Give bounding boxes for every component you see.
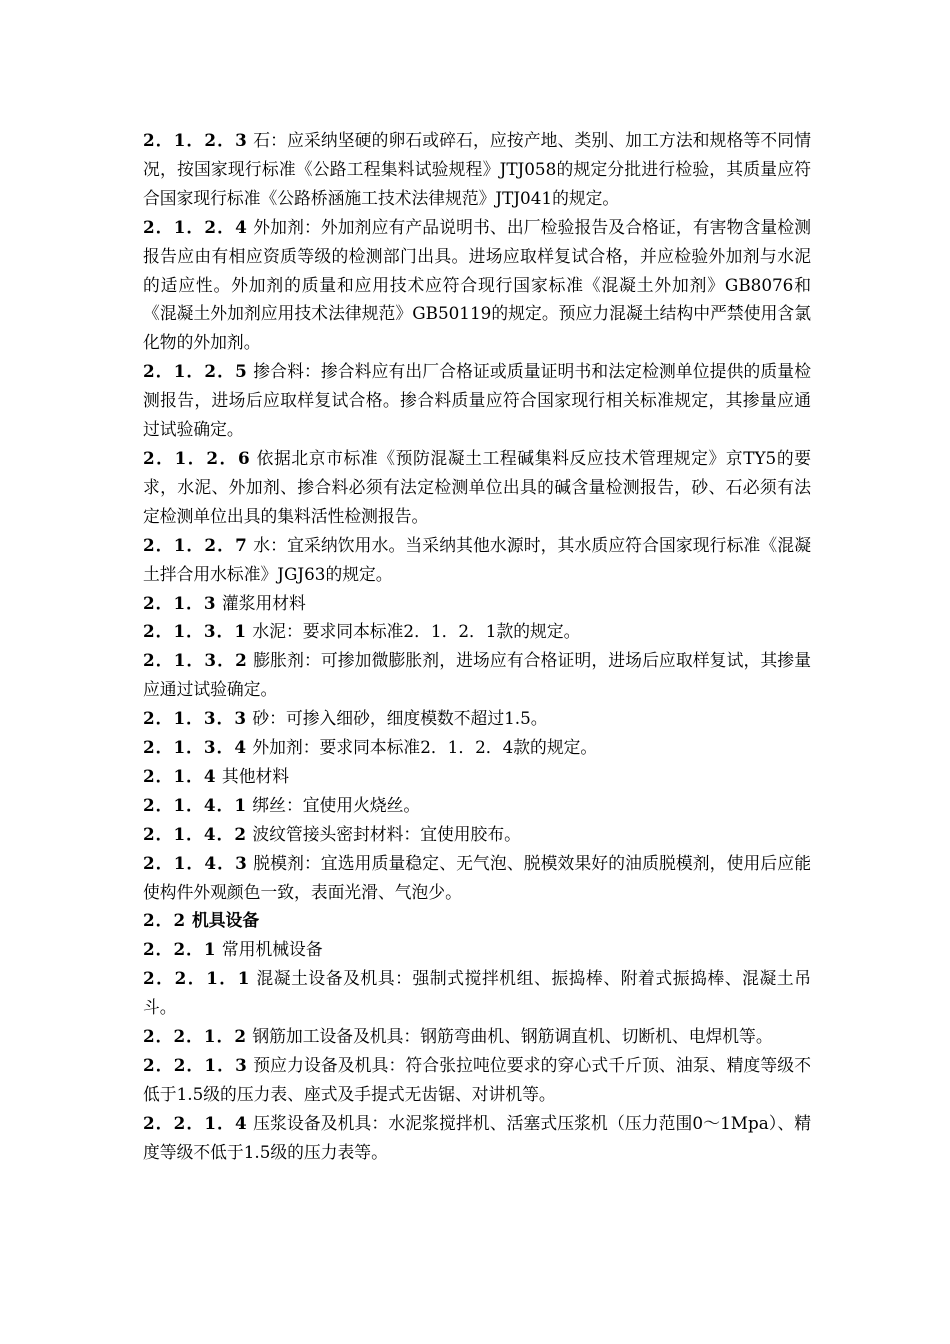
paragraph-text: 混凝土设备及机具：强制式搅拌机组、振捣棒、附着式振捣棒、混凝土吊斗。 xyxy=(143,968,811,1018)
section-number: 2．2．1．2 xyxy=(143,1026,248,1047)
paragraph-2-1-3-3 xyxy=(143,704,811,733)
paragraph-2-1-3-2 xyxy=(143,646,811,704)
paragraph-2-1-2-4 xyxy=(143,213,811,358)
section-heading-2-2-1 xyxy=(143,935,811,964)
section-title: 机具设备 xyxy=(186,910,260,931)
paragraph-2-2-1-2 xyxy=(143,1022,811,1051)
section-number: 2．2．1 xyxy=(143,939,217,960)
paragraph-text: 预应力设备及机具：符合张拉吨位要求的穿心式千斤顶、油泵、精度等级不低于1.5级的压力表、座式及手提式无齿锯、对讲机等。 xyxy=(143,1055,811,1104)
paragraph-text: 波纹管接头密封材料：宜使用胶布。 xyxy=(247,823,521,844)
section-number: 2．2．1．1 xyxy=(143,968,251,989)
section-heading-2-1-3 xyxy=(143,589,811,618)
section-title: 灌浆用材料 xyxy=(216,592,306,613)
paragraph-text: 依据北京市标准《预防混凝土工程碱集料反应技术管理规定》京TY5的要求，水泥、外加剂、掺合料必须有法定检测单位出具的碱含量检测报告，砂、石必须有法定检测单位出具的集料活性检测报告。 xyxy=(143,447,811,526)
section-number: 2．2．1．3 xyxy=(143,1055,248,1075)
paragraph-text: 石：应采纳坚硬的卵石或碎石，应按产地、类别、加工方法和规格等不同情况，按国家现行标准《公路工程集料试验规程》JTJ058的规定分批进行检验，其质量应符合国家现行标准《公路桥涵施工技术法律规范》JTJ041的规定。 xyxy=(143,130,811,208)
paragraph-text: 外加剂：要求同本标准2．1．2．4款的规定。 xyxy=(247,737,598,758)
section-number: 2．1．4．1 xyxy=(143,794,248,815)
section-title: 常用机械设备 xyxy=(216,939,323,960)
section-number: 2．1．3．2 xyxy=(143,650,248,671)
section-number: 2．1．2．6 xyxy=(143,447,251,468)
section-title: 其他材料 xyxy=(216,765,290,786)
paragraph-2-1-4-1 xyxy=(143,791,811,820)
section-number: 2．1．4．2 xyxy=(143,823,248,844)
paragraph-text: 砂：可掺入细砂，细度模数不超过1.5。 xyxy=(247,708,548,729)
paragraph-text: 掺合料：掺合料应有出厂合格证或质量证明书和法定检测单位提供的质量检测报告，进场后应取样复试合格。掺合料质量应符合国家现行相关标准规定，其掺量应通过试验确定。 xyxy=(143,361,811,440)
paragraph-2-1-3-4 xyxy=(143,733,811,762)
section-number: 2．2 xyxy=(143,910,187,931)
paragraph-text: 压浆设备及机具：水泥浆搅拌机、活塞式压浆机（压力范围0～1Mpa）、精度等级不低于1.5级的压力表等。 xyxy=(143,1112,811,1162)
section-number: 2．1．3．1 xyxy=(143,621,248,642)
section-number: 2．1．2．3 xyxy=(143,130,248,150)
paragraph-2-1-2-6 xyxy=(143,444,811,531)
paragraph-text: 膨胀剂：可掺加微膨胀剂，进场应有合格证明，进场后应取样复试，其掺量应通过试验确定。 xyxy=(143,650,811,700)
paragraph-text: 外加剂：外加剂应有产品说明书、出厂检验报告及合格证，有害物含量检测报告应由有相应资质等级的检测部门出具。进场应取样复试合格，并应检验外加剂与水泥的适应性。外加剂的质量和应用技术应符合现行国家标准《混凝土外加剂》GB8076和《混凝土外加剂应用技术法律规范》GB50119的规定。预应力混凝土结构中严禁使用含氯化物的外加剂。 xyxy=(143,216,811,353)
paragraph-text: 水：宜采纳饮用水。当采纳其他水源时，其水质应符合国家现行标准《混凝土拌合用水标准》JGJ63的规定。 xyxy=(143,534,811,584)
paragraph-text: 水泥：要求同本标准2．1．2．1款的规定。 xyxy=(247,621,581,642)
section-number: 2．1．3．4 xyxy=(143,737,248,758)
section-number: 2．1．2．5 xyxy=(143,361,248,382)
paragraph-text: 钢筋加工设备及机具：钢筋弯曲机、钢筋调直机、切断机、电焊机等。 xyxy=(247,1026,773,1047)
paragraph-2-2-1-3 xyxy=(143,1051,811,1109)
section-number: 2．1．3．3 xyxy=(143,708,248,729)
paragraph-2-1-3-1 xyxy=(143,617,811,646)
section-number: 2．1．3 xyxy=(143,592,217,613)
paragraph-2-1-4-3 xyxy=(143,849,811,907)
paragraph-2-2-1-4 xyxy=(143,1109,811,1167)
section-number: 2．1．4．3 xyxy=(143,852,248,873)
paragraph-2-1-2-3 xyxy=(143,126,811,213)
paragraph-2-1-2-7 xyxy=(143,531,811,589)
paragraph-2-2-1-1 xyxy=(143,964,811,1022)
section-number: 2．1．4 xyxy=(143,765,217,786)
document-page xyxy=(143,126,811,1167)
section-heading-2-2 xyxy=(143,906,811,935)
section-heading-2-1-4 xyxy=(143,762,811,791)
paragraph-2-1-4-2 xyxy=(143,820,811,849)
section-number: 2．1．2．4 xyxy=(143,216,248,237)
section-number: 2．1．2．7 xyxy=(143,534,248,555)
paragraph-text: 绑丝：宜使用火烧丝。 xyxy=(247,794,421,815)
paragraph-text: 脱模剂：宜选用质量稳定、无气泡、脱模效果好的油质脱模剂，使用后应能使构件外观颜色一致，表面光滑、气泡少。 xyxy=(143,852,811,902)
section-number: 2．2．1．4 xyxy=(143,1112,248,1133)
paragraph-2-1-2-5 xyxy=(143,357,811,444)
